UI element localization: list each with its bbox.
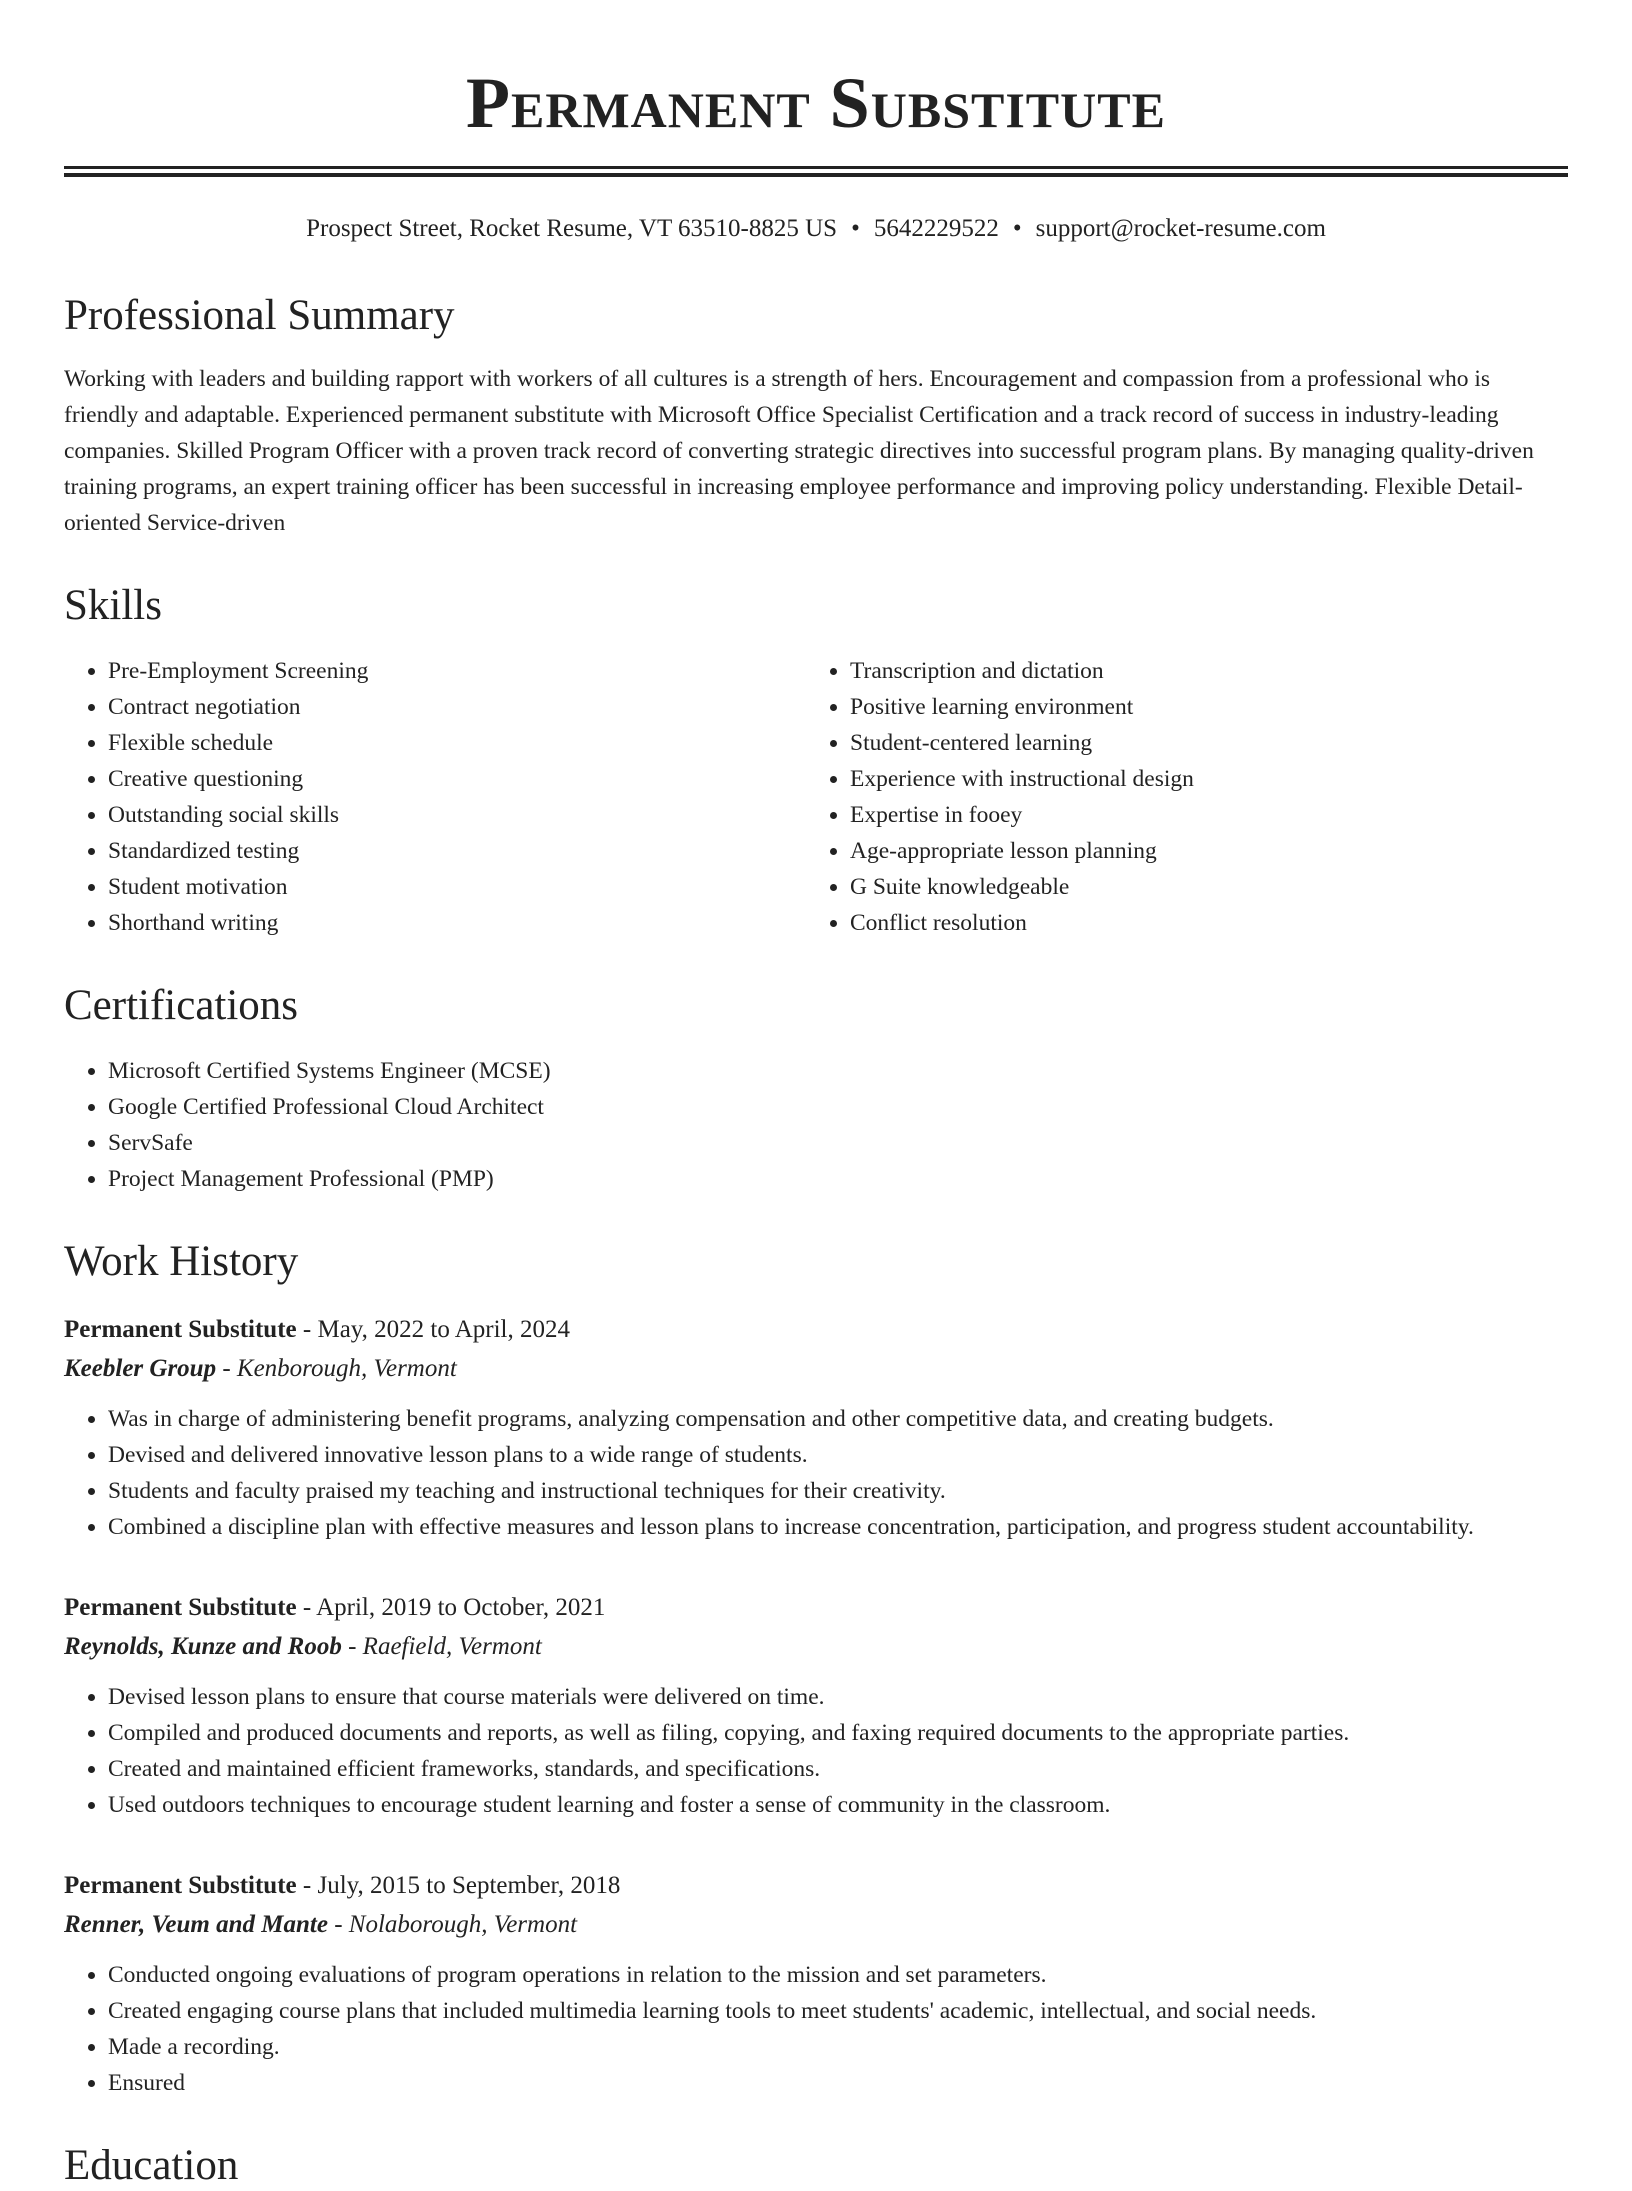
skill-item: • Age-appropriate lesson planning: [850, 833, 1548, 869]
job-title: Permanent Substitute: [64, 1594, 297, 1621]
job-company: Reynolds, Kunze and Roob: [64, 1633, 342, 1660]
certification-item: • ServSafe: [108, 1125, 1568, 1161]
job-bullets: [64, 1401, 1568, 1545]
job-bullet: • Compiled and produced documents and reports, as well as filing, copying, and faxing required documents to the appropriate parties.: [108, 1715, 1568, 1751]
skill-item: • Student motivation: [108, 869, 806, 905]
job-bullet: • Devised and delivered innovative lesson plans to a wide range of students.: [108, 1437, 1568, 1473]
job-bullet: • Conducted ongoing evaluations of program operations in relation to the mission and set parameters.: [108, 1957, 1568, 1993]
education-section: [64, 2141, 1568, 2191]
summary-text: Working with leaders and building rapport with workers of all cultures is a strength of hers. Encouragement and compassion from a professional who is friendly and adaptable. Experienced permanent substitute with Microsoft Office Specialist Certification and a track record of success in industry-leading companies. Skilled Program Officer with a proven track record of converting strategic directives into successful program plans. By managing quality-driven training programs, an expert training officer has been successful in increasing employee performance and improving policy understanding. Flexible Detail-oriented Service-driven: [64, 366, 1534, 536]
job-bullet: • Devised lesson plans to ensure that course materials were delivered on time.: [108, 1679, 1568, 1715]
job-entry: [64, 1311, 1568, 1545]
job-company-line: [64, 1627, 1568, 1667]
job-dates: - May, 2022 to April, 2024: [296, 1316, 571, 1343]
skill-item: • Standardized testing: [108, 833, 806, 869]
contact-email: support@rocket-resume.com: [1035, 215, 1326, 242]
skills-list-left: [64, 653, 806, 941]
skill-item: • G Suite knowledgeable: [850, 869, 1548, 905]
skill-item: • Experience with instructional design: [850, 761, 1548, 797]
education-heading: Education: [64, 2142, 239, 2189]
job-location: - Nolaborough, Vermont: [327, 1911, 578, 1938]
certifications-section: [64, 981, 1568, 1197]
skill-item: • Creative questioning: [108, 761, 806, 797]
job-title: Permanent Substitute: [64, 1872, 297, 1899]
job-bullet: • Combined a discipline plan with effective measures and lesson plans to increase concentration, participation, and progress student accountability.: [108, 1509, 1568, 1545]
summary-section: [64, 291, 1568, 541]
job-entry: [64, 1867, 1568, 2101]
skill-item: • Conflict resolution: [850, 905, 1548, 941]
skill-item: • Positive learning environment: [850, 689, 1548, 725]
job-location: - Kenborough, Vermont: [216, 1355, 457, 1382]
skill-item: • Expertise in fooey: [850, 797, 1548, 833]
job-company: Keebler Group: [64, 1355, 217, 1382]
skills-columns: [64, 653, 1568, 941]
job-bullet: • Used outdoors techniques to encourage student learning and foster a sense of community in the classroom.: [108, 1787, 1568, 1823]
job-location: - Raefield, Vermont: [341, 1633, 542, 1660]
job-entry: [64, 1589, 1568, 1823]
certification-item: • Project Management Professional (PMP): [108, 1161, 1568, 1197]
job-bullet: • Was in charge of administering benefit programs, analyzing compensation and other competitive data, and creating budgets.: [108, 1401, 1568, 1437]
job-title: Permanent Substitute: [64, 1316, 297, 1343]
job-bullet: • Made a recording.: [108, 2029, 1568, 2065]
contact-phone: 5642229522: [873, 215, 999, 242]
job-company-line: [64, 1905, 1568, 1945]
contact-address: Prospect Street, Rocket Resume, VT 63510-8825 US: [306, 215, 838, 242]
certifications-heading: Certifications: [64, 982, 299, 1029]
skills-list-right: [806, 653, 1548, 941]
contact-line: [64, 213, 1568, 245]
skills-heading: Skills: [64, 582, 162, 629]
skill-item: • Outstanding social skills: [108, 797, 806, 833]
work-history-heading: Work History: [64, 1238, 299, 1285]
job-company-line: [64, 1349, 1568, 1389]
certifications-list: [64, 1053, 1568, 1197]
summary-heading: Professional Summary: [64, 292, 455, 339]
header-double-rule: [64, 166, 1568, 177]
job-bullet: • Ensured: [108, 2065, 1568, 2101]
certification-item: • Google Certified Professional Cloud Architect: [108, 1089, 1568, 1125]
contact-separator: •: [1012, 215, 1022, 242]
job-dates: - July, 2015 to September, 2018: [296, 1872, 621, 1899]
skill-item: • Student-centered learning: [850, 725, 1548, 761]
job-dates: - April, 2019 to October, 2021: [296, 1594, 606, 1621]
job-company: Renner, Veum and Mante: [64, 1911, 328, 1938]
job-bullets: [64, 1679, 1568, 1823]
skill-item: • Flexible schedule: [108, 725, 806, 761]
job-title-line: [64, 1589, 1568, 1627]
job-bullets: [64, 1957, 1568, 2101]
skills-section: [64, 581, 1568, 941]
job-title-line: [64, 1867, 1568, 1905]
job-title-line: [64, 1311, 1568, 1349]
skill-item: • Transcription and dictation: [850, 653, 1548, 689]
job-bullet: • Created and maintained efficient frameworks, standards, and specifications.: [108, 1751, 1568, 1787]
contact-separator: •: [851, 215, 860, 242]
skill-item: • Pre-Employment Screening: [108, 653, 806, 689]
job-bullet: • Created engaging course plans that included multimedia learning tools to meet students' academic, intellectual, and social needs.: [108, 1993, 1568, 2029]
certification-item: • Microsoft Certified Systems Engineer (MCSE): [108, 1053, 1568, 1089]
work-history-section: [64, 1237, 1568, 2101]
skill-item: • Shorthand writing: [108, 905, 806, 941]
job-bullet: • Students and faculty praised my teaching and instructional techniques for their creativity.: [108, 1473, 1568, 1509]
skill-item: • Contract negotiation: [108, 689, 806, 725]
resume-name: Permanent Substitute: [466, 63, 1166, 143]
